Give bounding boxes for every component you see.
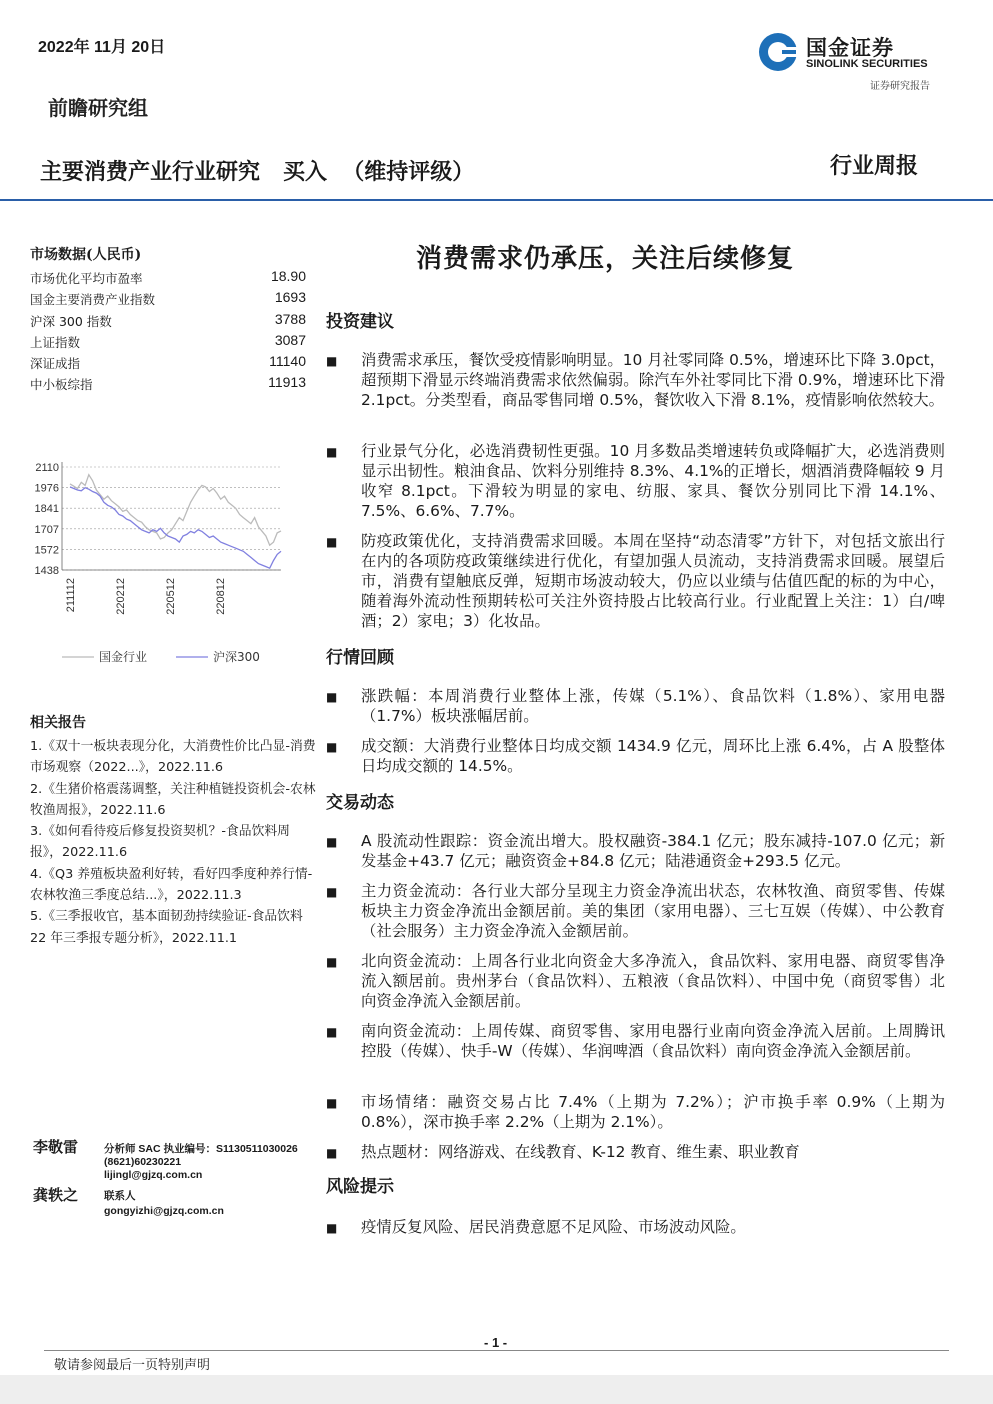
related-reports: [30, 712, 320, 949]
market-data-label: 深证成指: [30, 356, 81, 372]
bullet-square-icon: ■: [326, 1221, 338, 1235]
chart-x-tick-label: 211112: [65, 578, 77, 613]
bullet-square-icon: ■: [326, 690, 338, 704]
analyst-sac-number: 分析师 SAC 执业编号：S1130511030026: [104, 1143, 298, 1155]
chart-x-tick-label: 220512: [165, 578, 177, 615]
bullet-square-icon: ■: [326, 354, 338, 368]
footer-band: [0, 1375, 993, 1404]
bullet-text: 北向资金流动：上周各行业北向资金大多净流入，食品饮料、家用电器、商贸零售净流入额居前。贵州茅台（食品饮料）、五粮液（食品饮料）、中国中免（商贸零售）北向资金净流入金额居前。: [361, 952, 945, 1011]
bullet-text: 行业景气分化，必选消费韧性更强。10 月多数品类增速转负或降幅扩大，必选消费则显示出韧性。粮油食品、饮料分别维持 8.3%、4.1%的正增长，烟酒消费降幅较 9 月收窄 8.1pct。下滑较为明显的家电、纺服、家具、餐饮分别同比下滑 14.1%、7.5%、6.6%、7.7%。: [361, 442, 945, 521]
bullet-square-icon: ■: [326, 1096, 338, 1110]
bullet-text: 疫情反复风险、居民消费意愿不足风险、市场波动风险。: [361, 1218, 746, 1236]
bullet-square-icon: ■: [326, 885, 338, 899]
logo-english-text: SINOLINK SECURITIES: [806, 58, 928, 70]
market-data-value: 3788: [274, 310, 306, 327]
research-team: 前瞻研究组: [48, 96, 148, 120]
market-data-row: [30, 267, 310, 288]
market-data-row: [30, 331, 310, 352]
market-data-value: 11913: [268, 374, 306, 391]
market-data-label: 国金主要消费产业指数: [30, 292, 156, 308]
analyst-info-2: [104, 1190, 224, 1218]
chart-legend-label: 沪深300: [213, 650, 260, 664]
related-report-link[interactable]: 5.《三季报收官，基本面韧劲持续验证-食品饮料 22 年三季报专题分析》，2022.11.1: [30, 909, 303, 946]
market-data-label: 沪深 300 指数: [30, 313, 112, 329]
bullet-text: 南向资金流动：上周传媒、商贸零售、家用电器行业南向资金净流入居前。上周腾讯控股（传媒）、快手-W（传媒）、华润啤酒（食品饮料）南向资金净流入金额居前。: [361, 1022, 945, 1061]
bullet-square-icon: ■: [326, 835, 338, 849]
market-data-value: 1693: [274, 289, 306, 306]
market-data-table: [30, 267, 310, 395]
bullet-square-icon: ■: [326, 1025, 338, 1039]
market-data-value: 18.90: [270, 268, 306, 284]
chart-x-tick-label: 220812: [215, 578, 227, 615]
market-data-row: [30, 352, 310, 373]
bullet-text: 市场情绪：融资交易占比 7.4%（上期为 7.2%）；沪市换手率 0.9%（上期为 0.8%），深市换手率 2.2%（上期为 2.1%）。: [361, 1093, 945, 1132]
market-data-panel: [30, 244, 310, 395]
market-data-value: 3087: [274, 331, 306, 348]
index-chart-svg: [26, 440, 316, 680]
chart-y-tick-label: 1841: [34, 503, 59, 516]
chart-y-tick-label: 1438: [34, 565, 59, 577]
market-data-row: [30, 373, 310, 394]
analyst-phone: (8621)60230221: [104, 1156, 182, 1168]
section-title: 投资建议: [326, 312, 394, 332]
bullet-square-icon: ■: [326, 740, 338, 754]
page-number: - 1 -: [484, 1335, 508, 1350]
section-title: 交易动态: [326, 793, 394, 813]
section-title: 风险提示: [326, 1177, 394, 1197]
market-data-value: 11140: [269, 353, 306, 370]
analyst-name-2: 龚轶之: [33, 1186, 79, 1204]
contact-role: 联系人: [104, 1190, 136, 1202]
related-report-link[interactable]: 3.《如何看待疫后修复投资契机？-食品饮料周报》，2022.11.6: [30, 824, 290, 861]
section-title: 行情回顾: [326, 648, 394, 668]
related-report-link[interactable]: 4.《Q3 养殖板块盈利好转，看好四季度种养行情-农林牧渔三季度总结...》，2022.11.3: [30, 866, 313, 904]
bullet-text: 防疫政策优化，支持消费需求回暖。本周在坚持“动态清零”方针下，对包括文旅出行在内的各项防疫政策继续进行优化，有望加强人员流动，支持消费需求回暖。展望后市，消费有望触底反弹，短期市场波动较大，仍应以业绩与估值匹配的标的为中心，随着海外流动性预期转松可关注外资持股占比较高行业。行业配置上关注：1）白/啤酒；2）家电；3）化妆品。: [361, 532, 945, 631]
bullet-text: 涨跌幅：本周消费行业整体上涨，传媒（5.1%）、食品饮料（1.8%）、家用电器（1.7%）板块涨幅居前。: [361, 687, 945, 726]
index-chart: [26, 440, 316, 680]
analyst-email[interactable]: lijingl@gjzq.com.cn: [104, 1169, 203, 1181]
market-data-label: 上证指数: [30, 334, 81, 350]
chart-y-tick-label: 2110: [35, 462, 59, 474]
contact-email[interactable]: gongyizhi@gjzq.com.cn: [104, 1205, 224, 1217]
bullet-square-icon: ■: [326, 955, 338, 969]
chart-y-tick-label: 1707: [34, 523, 59, 536]
company-logo: [756, 30, 948, 76]
bullet-text: 消费需求承压，餐饮受疫情影响明显。10 月社零同降 0.5%，增速环比下降 3.0pct，超预期下滑显示终端消费需求依然偏弱。除汽车外社零同比下滑 0.9%，增速环比下滑 2.1pct。分类型看，商品零售同增 0.5%，餐饮收入下滑 8.1%，疫情影响依然较大。: [361, 351, 945, 410]
report-title-line: 主要消费产业行业研究 买入 （维持评级）: [40, 160, 475, 185]
bullet-text: 成交额：大消费行业整体日均成交额 1434.9 亿元，周环比上涨 6.4%，占 A 股整体日均成交额的 14.5%。: [361, 737, 945, 776]
bullet-square-icon: ■: [326, 1146, 338, 1160]
related-report-link[interactable]: 2.《生猪价格震荡调整，关注种植链投资机会-农林牧渔周报》，2022.11.6: [30, 781, 316, 818]
market-data-label: 市场优化平均市盈率: [30, 271, 143, 286]
footer-divider: [44, 1350, 949, 1351]
chart-series-line-industry: [70, 475, 281, 546]
report-type-label: 证券研究报告: [870, 81, 930, 92]
bullet-text: 主力资金流动：各行业大部分呈现主力资金净流出状态，农林牧渔、商贸零售、传媒板块主力资金净流出金额居前。美的集团（家用电器）、三七互娱（传媒）、中公教育（社会服务）主力资金净流入金额居前。: [361, 882, 945, 941]
sinolink-logo-icon: [756, 30, 800, 74]
report-date: 2022年 11月 20日: [38, 39, 166, 56]
analyst-name-1: 李敬雷: [33, 1138, 79, 1156]
analyst-info-1: [104, 1143, 298, 1182]
chart-y-tick-label: 1572: [34, 544, 59, 557]
chart-legend-label: 国金行业: [99, 650, 148, 664]
chart-x-tick-label: 220212: [115, 578, 127, 615]
report-category: 行业周报: [830, 153, 919, 179]
disclaimer-note: 敬请参阅最后一页特别声明: [54, 1358, 211, 1373]
headline: 消费需求仍承压，关注后续修复: [416, 244, 795, 274]
header-divider: [0, 199, 993, 201]
related-report-link[interactable]: 1.《双十一板块表现分化，大消费性价比凸显-消费市场观察（2022...》，2022.11.6: [30, 739, 316, 776]
bullet-square-icon: ■: [326, 535, 338, 549]
related-reports-title: 相关报告: [30, 715, 86, 731]
market-data-row: [30, 288, 310, 309]
logo-chinese-text: 国金证券: [806, 36, 894, 60]
related-reports-list: [30, 736, 320, 949]
market-data-title: 市场数据(人民币): [30, 247, 142, 263]
bullet-text: 热点题材：网络游戏、在线教育、K-12 教育、维生素、职业教育: [361, 1143, 800, 1161]
market-data-row: [30, 310, 310, 331]
chart-series-line-hs300: [70, 487, 281, 568]
bullet-text: A 股流动性跟踪：资金流出增大。股权融资-384.1 亿元；股东减持-107.0 亿元；新发基金+43.7 亿元；融资资金+84.8 亿元；陆港通资金+293.5 亿元。: [361, 832, 945, 871]
market-data-label: 中小板综指: [30, 377, 93, 393]
chart-y-tick-label: 1976: [34, 482, 59, 495]
bullet-square-icon: ■: [326, 445, 338, 459]
